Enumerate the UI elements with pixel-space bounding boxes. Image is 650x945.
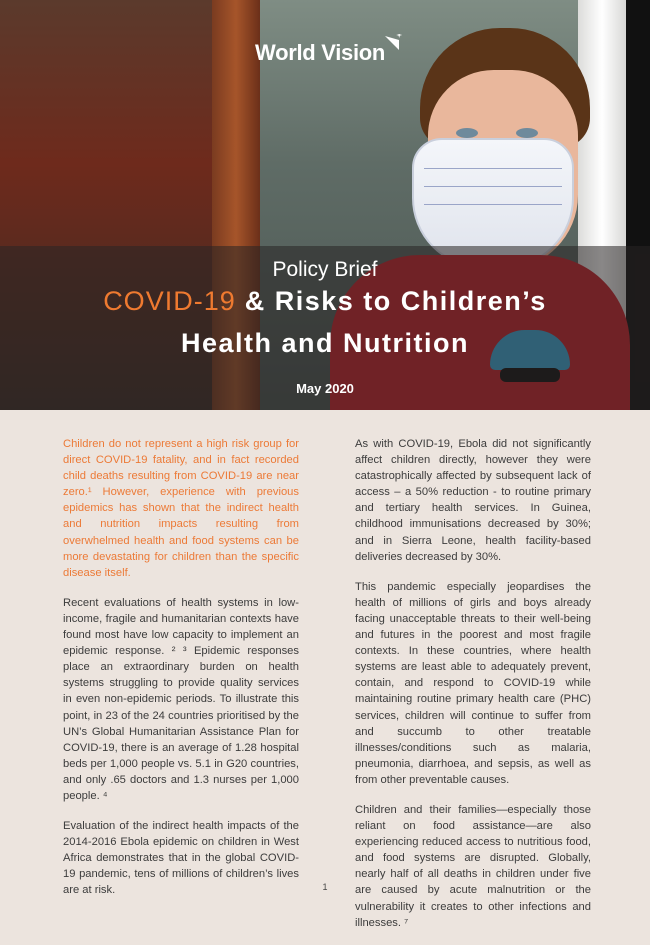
logo-text: World Vision <box>255 40 386 65</box>
body-paragraph: Children and their families—especially those reliant on food assistance—are also experiencing reduced access to nutritious food, and food systems are disrupted. Globally, nearly half of all deaths in children under five are caused by acute malnutrition or the vulnerability it creates to other infections and illnesses. ⁷ <box>355 803 591 929</box>
body-column-right <box>355 436 591 945</box>
body-column-left <box>63 436 299 913</box>
document-title-line1 <box>0 286 650 317</box>
star-icon <box>383 34 403 54</box>
world-vision-logo <box>255 40 385 66</box>
body-paragraph: Recent evaluations of health systems in low-income, fragile and humanitarian contexts have found most have low capacity to implement an epidemic response. ² ³ Epidemic responses place an extraordinary burden on health systems struggling to provide quality services in even non-epidemic periods. To illustrate this point, in 23 of the 24 countries prioritised by the UN’s Global Humanitarian Assistance Plan for COVID-19, there is an average of 1.28 hospital beds per 1,000 people vs. 5.1 in G20 countries, and only .65 doctors and 1.3 nurses per 1,000 people. ⁴ <box>63 596 299 802</box>
title-rest: & Risks to Children’s <box>244 286 547 316</box>
document-kicker: Policy Brief <box>272 258 378 281</box>
document-date: May 2020 <box>296 381 354 396</box>
body-paragraph: As with COVID-19, Ebola did not significantly affect children directly, however they were catastrophically affected by subsequent lack of access – a 50% reduction - to routine primary and tertiary health services. In Guinea, childhood immunisations decreased by 30%; and in Sierra Leone, health facility-based deliveries decreased by 30%. <box>355 438 591 563</box>
lead-paragraph: Children do not represent a high risk group for direct COVID-19 fatality, and in fact recorded child deaths resulting from COVID-19 are near zero.¹ However, experience with previous epidemics has shown that the indirect health and nutrition impacts resulting from overwhelmed health and food systems can be more devastating for children than the specific disease itself. <box>63 438 299 579</box>
page-number: 1 <box>322 882 328 892</box>
photo-child-eye <box>516 128 538 138</box>
body-paragraph: This pandemic especially jeopardises the health of millions of girls and boys already facing unacceptable threats to their well-being and futures in the poorest and most fragile contexts. In these countries, where health systems are least able to adequately prevent, contain, and respond to COVID-19 while maintaining routine primary health care (PHC) services, children will continue to suffer from and succumb to other treatable illnesses/conditions such as malaria, pneumonia, diarrhoea, and sepsis, as well as from other preventable causes. <box>355 580 591 786</box>
body-paragraph: Evaluation of the indirect health impacts of the 2014-2016 Ebola epidemic on children in West Africa demonstrates that in the global COVID-19 pandemic, tens of millions of children’s lives are at risk. <box>63 820 299 897</box>
title-accent: COVID-19 <box>103 286 236 316</box>
document-title-line2: Health and Nutrition <box>181 328 469 358</box>
photo-child-eye <box>456 128 478 138</box>
